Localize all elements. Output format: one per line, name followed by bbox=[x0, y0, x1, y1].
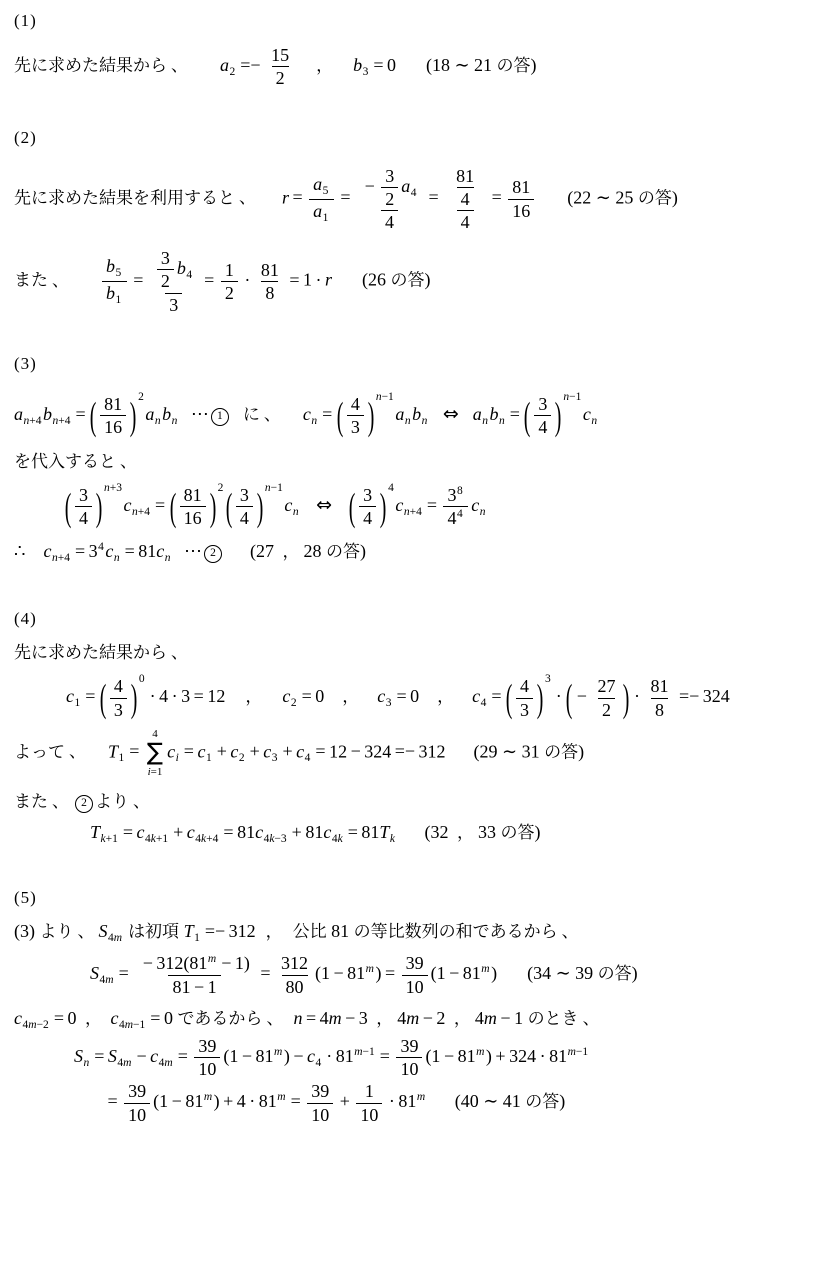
formula-line-Tk-recurrence: $T_{k+1} = c_{4k+1} + c_{4k+4} = 81c_{4k-3} + 81c_{4k} = 81T_k$ (32 ， 33 の答) bbox=[90, 822, 541, 846]
text-line-c4m-cases: $c_{4m-2} = 0$ ， $c_{4m-1} = 0$ であるから 、 n = 4m − 3 ， 4m − 2 ， 4m − 1 のとき 、 bbox=[14, 1007, 600, 1031]
formula-line-c1-to-c4: $c_1$ = ( $\frac{4}{3}$ ) $^0$· 4 · 3 = 12 ， $c_2 = 0$ ， $c_3 = 0$ ， $c_4$ = ( $\frac{4}{3}$ ) $^3$· ( − $\frac{27}{2}$ ) · $\frac{81}{8}$ =− 324 bbox=[66, 673, 730, 720]
formula-line-ratio-b: また 、 $\frac{b_5}{b_1}$ = $\frac{3}{2}$ $b_4$ 3 = $\frac{1}{2}$ · $\frac{81}{8}$ = 1 · r (26 の答) bbox=[14, 248, 431, 315]
formula-line-cn-recurrence: ∴ $c_{n+4} = 3^4c_n = 81c_n$ ⋯ 2 (27 ， 28 の答) bbox=[14, 541, 367, 565]
text-line-geometric-sum-intro: (3) より 、 $S_{4m}$ は初項 $T_1 =- 312$ ， 公比 81 の等比数列の和であるから 、 bbox=[14, 921, 579, 945]
formula-line-cn-substituted: ( $\frac{3}{4}$ ) $^{n+3}c_{n+4}$ = ( $\frac{81}{16}$ ) $^2$ ( $\frac{3}{4}$ ) $^{n-1}c_n$ ⇔ ( $\frac{3}{4}$ ) $^4c_{n+4}$ = $\frac{3^8}{4^4}$ $c_n$ bbox=[64, 481, 486, 529]
text-line-from-results: 先に求めた結果から 、 bbox=[14, 642, 188, 663]
text-line-substitute: を代入すると 、 bbox=[14, 451, 137, 472]
section-5-label: (5) bbox=[14, 887, 37, 907]
section-3-label: (3) bbox=[14, 353, 37, 373]
formula-line-S4m: $S_{4m}$ = $\frac{- 312(81^m - 1)}{81 - 1}$ = $\frac{312}{80}$ $(1 - 81^m)$ = $\frac{39}{10}$ $(1 - 81^m)$ (34 ∼ 39 の答) bbox=[90, 953, 638, 997]
formula-line-ratio-r: 先に求めた結果を利用すると 、 r = $\frac{a_5}{a_1}$ = − $\frac{3}{2}$ $a_4$ 4 = $\frac{\frac{81}{4}}{4}$ = $\frac{81}{16}$ (22 ∼ 25 の答) bbox=[14, 165, 678, 233]
formula-line-Sn-final: = $\frac{39}{10}$ $(1 - 81^m) + 4 \cdot 81^m$ = $\frac{39}{10}$ + $\frac{1}{10}$ · $81^m$ (40 ∼ 41 の答) bbox=[107, 1081, 566, 1125]
formula-line-a2-b3: 先に求めた結果から 、 $a_2$ =− $\frac{15}{2}$ ， $b_3 = 0$ (18 ∼ 21 の答) bbox=[14, 45, 537, 89]
text-line-from-eq2: また 、 2 より 、 bbox=[14, 792, 150, 813]
formula-line-anbn-relation: $a_{n+4}b_{n+4}$ = ( $\frac{81}{16}$ ) $^2a_nb_n$ ⋯ 1 に 、 $c_n$ = ( $\frac{4}{3}$ ) $^{n-1}a_nb_n$ ⇔ $a_nb_n$ = ( $\frac{3}{4}$ ) $^{n-1}c_n$ bbox=[14, 391, 598, 438]
formula-line-Sn: $S_n = S_{4m} - c_{4m}$ = $\frac{39}{10}$ $(1 - 81^m) - c_4 \cdot 81^{m-1}$ = $\frac{39}{10}$ $(1 - 81^m) + 324 \cdot 81^{m-1}$ bbox=[74, 1036, 589, 1080]
section-2-label: (2) bbox=[14, 127, 37, 147]
formula-line-T1-sum: よって 、 $T_1$ = 4 ∑ i=1 $c_i = c_1 + c_2 + c_3 + c_4 = 12 - 324 =- 312$ (29 ∼ 31 の答) bbox=[14, 727, 585, 778]
section-1-label: (1) bbox=[14, 11, 37, 30]
section-4-label: (4) bbox=[14, 608, 37, 628]
